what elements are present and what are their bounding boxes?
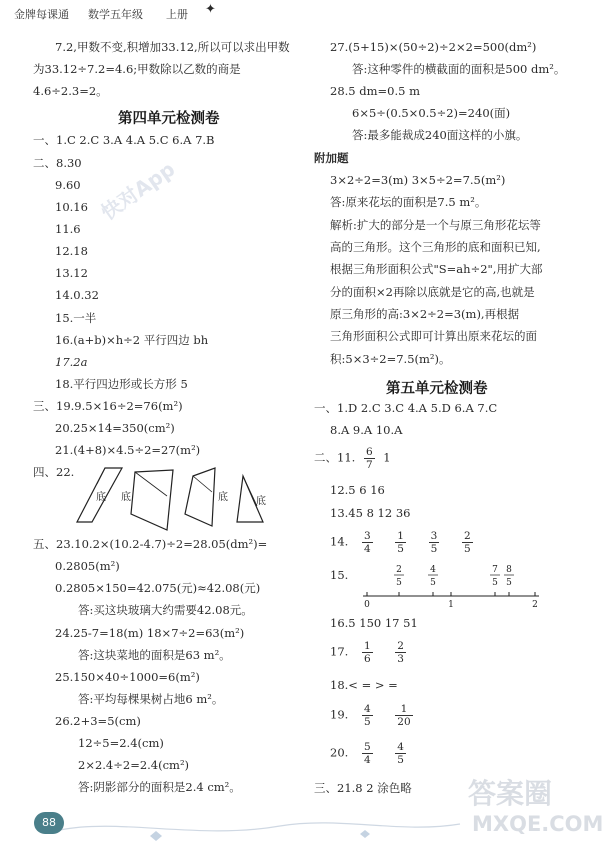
header-volume: 上册 bbox=[166, 8, 188, 21]
u5-q16: 16.5 150 17 51 bbox=[330, 616, 418, 630]
watermark-app: 快对App bbox=[96, 156, 180, 225]
bonus-line7: 原三角形的高:3×2÷2=3(m),再根据 bbox=[330, 307, 520, 321]
nl-mark-4-den: 5 bbox=[506, 578, 512, 588]
left-top-line2: 为33.12÷7.2=4.6;甲数除以乙数的商是 bbox=[33, 62, 241, 76]
u4-q23d: 答:买这块玻璃大约需要42.08元。 bbox=[78, 603, 253, 617]
q22-figure-2 bbox=[131, 470, 173, 530]
bonus-line2: 答:原来花坛的面积是7.5 m²。 bbox=[330, 195, 487, 209]
fraction bbox=[364, 446, 375, 471]
u4-q13: 13.12 bbox=[55, 266, 88, 280]
nl-mark-2-den: 5 bbox=[430, 578, 436, 588]
fraction bbox=[395, 640, 406, 665]
fraction bbox=[362, 640, 373, 665]
fraction bbox=[362, 741, 373, 766]
u5-q14-label: 14. bbox=[330, 534, 349, 549]
q22-figures bbox=[75, 462, 305, 544]
unit5-title: 第五单元检测卷 bbox=[386, 381, 488, 397]
u4-q25a: 25.150×40÷1000=6(m²) bbox=[55, 670, 200, 684]
u4-q15: 15.一半 bbox=[55, 311, 97, 325]
star-icon: ✦ bbox=[205, 2, 216, 17]
u4-q26d: 答:阴影部分的面积是2.4 cm²。 bbox=[78, 780, 241, 794]
denominator: 5 bbox=[397, 543, 404, 555]
q22-figure-3 bbox=[185, 468, 215, 526]
u5-q20 bbox=[330, 741, 411, 766]
unit4-title: 第四单元检测卷 bbox=[118, 111, 220, 127]
u5-q18: 18.< = > = bbox=[330, 678, 398, 692]
numerator: 1 bbox=[363, 640, 371, 652]
u4-q19: 三、19.9.5×16÷2=76(m²) bbox=[33, 399, 183, 413]
fraction bbox=[395, 703, 412, 728]
left-top-line1: 7.2,甲数不变,积增加33.12,所以可以求出甲数 bbox=[55, 40, 290, 54]
left-top-line3: 4.6÷2.3=2。 bbox=[33, 84, 108, 98]
numerator: 3 bbox=[430, 530, 438, 542]
u4-q14: 14.0.32 bbox=[55, 288, 99, 302]
denominator: 4 bbox=[363, 543, 371, 555]
u5-q14 bbox=[330, 530, 478, 555]
bonus-line3: 解析:扩大的部分是一个与原三角形花坛等 bbox=[330, 218, 541, 232]
u4-q26b: 12÷5=2.4(cm) bbox=[78, 736, 164, 750]
denominator: 5 bbox=[397, 754, 404, 766]
q28a: 28.5 dm=0.5 m bbox=[330, 84, 421, 98]
nl-tick-2: 2 bbox=[532, 600, 538, 610]
bonus-title: 附加题 bbox=[314, 151, 349, 165]
header-subject: 数学五年级 bbox=[88, 8, 143, 21]
u4-q20: 20.25×14=350(cm²) bbox=[55, 421, 175, 435]
page-number-badge: 88 bbox=[34, 812, 64, 834]
nl-mark-4-num: 8 bbox=[506, 565, 512, 575]
u5-q11-tail: 1 bbox=[383, 450, 391, 465]
fraction bbox=[362, 530, 373, 555]
denominator: 5 bbox=[363, 716, 371, 728]
u4-q23b: 0.2805(m²) bbox=[55, 559, 120, 573]
u5-q13: 13.45 8 12 36 bbox=[330, 506, 411, 520]
u4-q23a: 五、23.10.2×(10.2-4.7)÷2=28.05(dm²)= bbox=[33, 537, 268, 551]
u4-q17: 17.2a bbox=[55, 355, 88, 369]
u5-q1: 一、1.D 2.C 3.C 4.A 5.D 6.A 7.C bbox=[314, 401, 498, 415]
denominator: 3 bbox=[397, 653, 404, 665]
nl-tick-0: 0 bbox=[364, 600, 370, 610]
fraction bbox=[429, 530, 440, 555]
numerator: 1 bbox=[397, 530, 404, 542]
u5-q17-label: 17. bbox=[330, 644, 349, 659]
u5-q19-label: 19. bbox=[330, 707, 349, 722]
u5-q21: 三、21.8 2 涂色略 bbox=[314, 781, 412, 795]
u5-q12: 12.5 6 16 bbox=[330, 483, 385, 497]
u4-q16: 16.(a+b)×h÷2 平行四边 bh bbox=[55, 333, 209, 347]
numerator: 6 bbox=[365, 446, 373, 458]
u5-q15-label: 15. bbox=[330, 568, 349, 582]
u4-q24a: 24.25-7=18(m) 18×7÷2=63(m²) bbox=[55, 626, 245, 640]
denominator: 6 bbox=[363, 653, 371, 665]
numerator: 2 bbox=[397, 640, 404, 652]
u4-q8: 二、8.30 bbox=[33, 156, 82, 170]
denominator: 20 bbox=[397, 716, 411, 728]
numerator: 2 bbox=[463, 530, 471, 542]
watermark-logo: 答案圈 bbox=[468, 777, 553, 810]
fraction bbox=[395, 530, 406, 555]
bonus-line1: 3×2÷2=3(m) 3×5÷2=7.5(m²) bbox=[330, 173, 506, 187]
u4-q26a: 26.2+3=5(cm) bbox=[55, 714, 141, 728]
nl-mark-1-den: 5 bbox=[396, 578, 402, 588]
q22-base-label-2: 底 bbox=[121, 492, 131, 503]
u4-q10: 10.16 bbox=[55, 200, 88, 214]
header-book: 金牌每课通 bbox=[14, 8, 69, 21]
numerator: 4 bbox=[363, 703, 371, 715]
u4-q12: 12.18 bbox=[55, 244, 88, 258]
u4-q21: 21.(4+8)×4.5÷2=27(m²) bbox=[55, 443, 201, 457]
bonus-line9: 积:5×3÷2=7.5(m²)。 bbox=[330, 352, 451, 366]
u5-q11-label: 二、11. bbox=[314, 450, 356, 465]
q22-base-label-3: 底 bbox=[218, 492, 228, 503]
fraction bbox=[395, 741, 406, 766]
bonus-line4: 高的三角形。这个三角形的底和面积已知, bbox=[330, 240, 541, 254]
bonus-line5: 根据三角形面积公式"S=ah÷2",用扩大部 bbox=[330, 262, 543, 276]
number-line bbox=[355, 562, 555, 610]
nl-mark-2-num: 4 bbox=[430, 565, 436, 575]
q28b: 6×5÷(0.5×0.5÷2)=240(面) bbox=[352, 106, 511, 120]
q22-base-label-1: 底 bbox=[96, 492, 106, 503]
q28c: 答:最多能裁成240面这样的小旗。 bbox=[352, 128, 528, 142]
u4-q25b: 答:平均每棵果树占地6 m²。 bbox=[78, 692, 224, 706]
watermark-site: MXQE.COM bbox=[472, 812, 603, 836]
fraction bbox=[362, 703, 373, 728]
u4-q26c: 2×2.4÷2=2.4(cm²) bbox=[78, 758, 190, 772]
u5-q17 bbox=[330, 640, 411, 665]
u4-q9: 9.60 bbox=[55, 178, 81, 192]
u4-q1: 一、1.C 2.C 3.A 4.A 5.C 6.A 7.B bbox=[33, 133, 215, 147]
u4-q23c: 0.2805×150=42.075(元)≈42.08(元) bbox=[55, 581, 261, 595]
u5-q11 bbox=[314, 446, 391, 471]
q22-base-label-4: 底 bbox=[256, 496, 266, 507]
denominator: 5 bbox=[463, 543, 471, 555]
nl-tick-1: 1 bbox=[448, 600, 454, 610]
numerator: 4 bbox=[397, 741, 404, 753]
u5-q8: 8.A 9.A 10.A bbox=[330, 423, 403, 437]
denominator: 7 bbox=[365, 459, 373, 471]
nl-mark-3-num: 7 bbox=[492, 565, 498, 575]
u4-q24b: 答:这块菜地的面积是63 m²。 bbox=[78, 648, 231, 662]
q27a: 27.(5+15)×(50÷2)÷2×2=500(dm²) bbox=[330, 40, 537, 54]
u5-q19 bbox=[330, 703, 418, 728]
numerator: 3 bbox=[363, 530, 371, 542]
u5-q20-label: 20. bbox=[330, 745, 349, 760]
fraction bbox=[462, 530, 473, 555]
bonus-line8: 三角形面积公式即可计算出原来花坛的面 bbox=[330, 329, 537, 343]
q27b: 答:这种零件的横截面的面积是500 dm²。 bbox=[352, 62, 566, 76]
denominator: 5 bbox=[430, 543, 438, 555]
numerator: 5 bbox=[363, 741, 371, 753]
u4-q18: 18.平行四边形或长方形 5 bbox=[55, 377, 188, 391]
bonus-line6: 分的面积×2再除以底就是它的高,也就是 bbox=[330, 285, 535, 299]
u4-q11: 11.6 bbox=[55, 222, 81, 236]
numerator: 1 bbox=[395, 703, 412, 716]
u4-q22: 四、22. bbox=[33, 465, 75, 479]
nl-mark-1-num: 2 bbox=[396, 565, 402, 575]
nl-mark-3-den: 5 bbox=[492, 578, 498, 588]
denominator: 4 bbox=[363, 754, 371, 766]
